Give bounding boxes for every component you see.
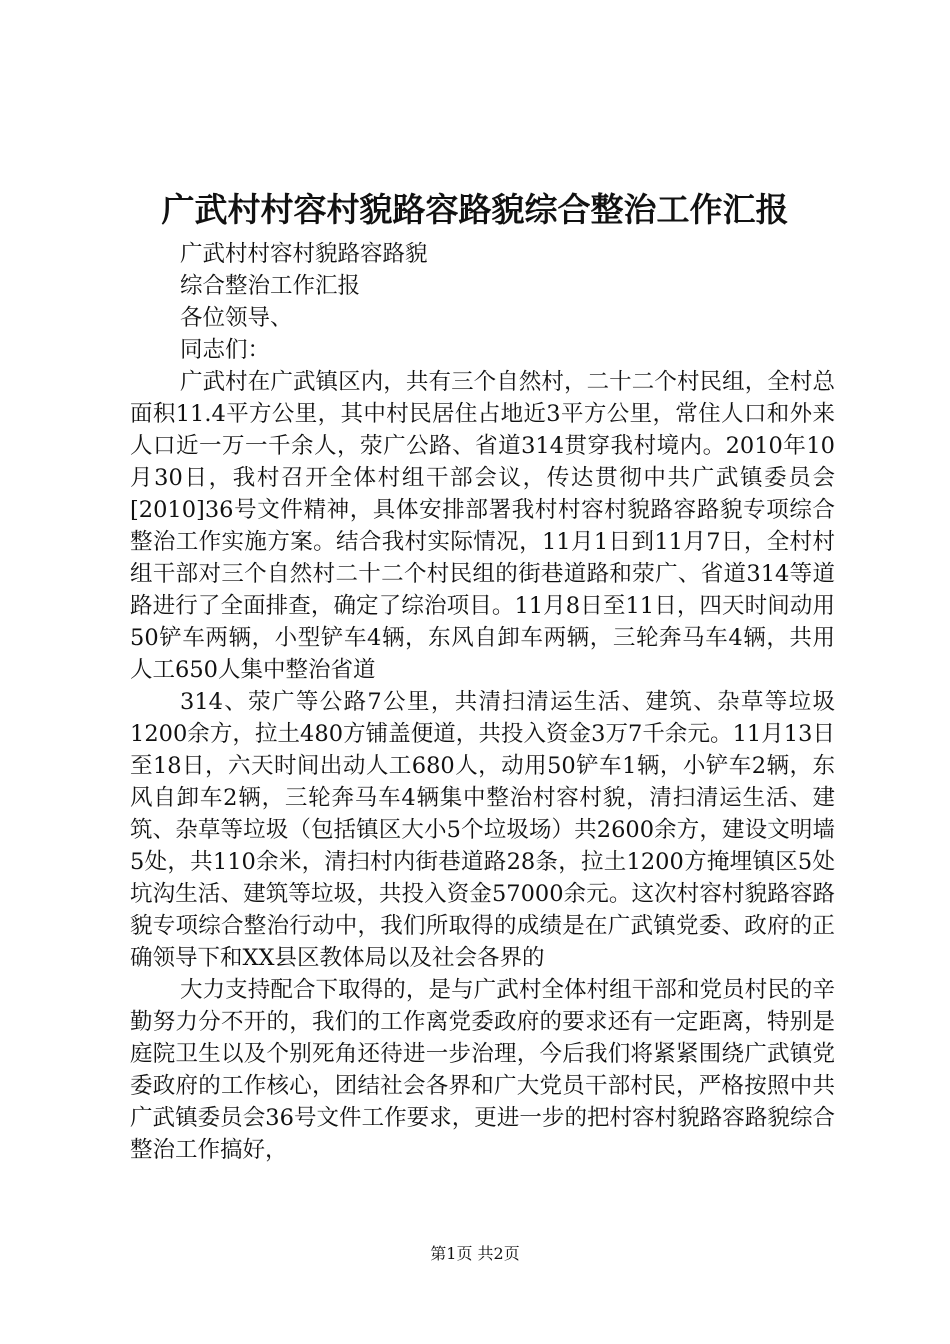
paragraph-1: 广武村在广武镇区内，共有三个自然村，二十二个村民组，全村总面积11.4平方公里，其中村民居住占地近3平方公里，常住人口和外来人口近一万一千余人，荥广公路、省道314贯穿我村境内。2010年10月30日，我村召开全体村组干部会议，传达贯彻中共广武镇委员会[2010]36号文件精神，具体安排部署我村村容村貌路容路貌专项综合整治工作实施方案。结合我村实际情况，11月1日到11月7日，全村村组干部对三个自然村二十二个村民组的街巷道路和荥广、省道314等道路进行了全面排查，确定了综治项目。11月8日至11日，四天时间动用50铲车两辆，小型铲车4辆，东风自卸车两辆，三轮奔马车4辆，共用人工650人集中整治省道 [130,369,835,683]
paragraph-3: 大力支持配合下取得的，是与广武村全体村组干部和党员村民的辛勤努力分不开的，我们的工作离党委政府的要求还有一定距离，特别是庭院卫生以及个别死角还待进一步治理，今后我们将紧紧围绕广武镇党委政府的工作核心，团结社会各界和广大党员干部村民，严格按照中共广武镇委员会36号文件工作要求，更进一步的把村容村貌路容路貌综合整治工作搞好， [130,977,835,1163]
subtitle-line-2: 综合整治工作汇报 [180,273,361,299]
document-title: 广武村村容村貌路容路貌综合整治工作汇报 [161,190,789,229]
page-footer: 第1页 共2页 [430,1244,520,1263]
salutation-line-1: 各位领导、 [180,305,293,331]
salutation-line-2: 同志们： [180,337,271,363]
document-body [130,238,835,1166]
paragraph-2: 314、荥广等公路7公里，共清扫清运生活、建筑、杂草等垃圾1200余方，拉土480方铺盖便道，共投入资金3万7千余元。11月13日至18日，六天时间出动人工680人，动用50铲车1辆，小铲车2辆，东风自卸车2辆，三轮奔马车4辆集中整治村容村貌，清扫清运生活、建筑、杂草等垃圾（包括镇区大小5个垃圾场）共2600余方，建设文明墙5处，共110余米，清扫村内街巷道路28条，拉土1200方掩埋镇区5处坑沟生活、建筑等垃圾，共投入资金57000余元。这次村容村貌路容路貌专项综合整治行动中，我们所取得的成绩是在广武镇党委、政府的正确领导下和XX县区教体局以及社会各界的 [130,689,835,971]
subtitle-line-1: 广武村村容村貌路容路貌 [180,241,428,267]
